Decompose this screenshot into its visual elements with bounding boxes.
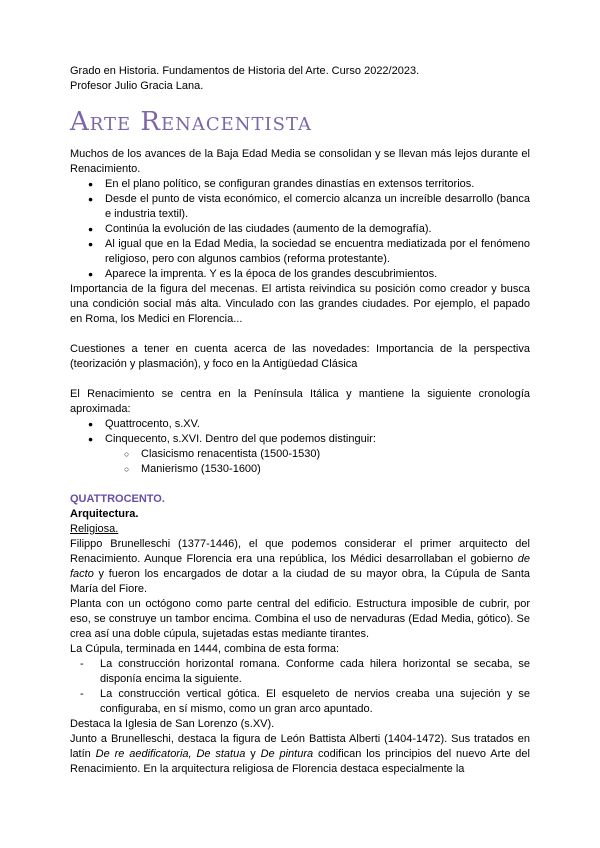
bullet-icon: ●: [88, 434, 94, 444]
blank-line: [70, 327, 530, 342]
section-heading-quattrocento: QUATTROCENTO.: [70, 493, 165, 505]
paragraph-planta: Planta con un octógono como parte central del edificio. Estructura imposible de cubrir, por eso, se construye un tambor encima. Combina el uso de nervaduras (Edad Media, gótico). Se crea así una doble cúpula, sujetadas estas mediante tirantes.: [70, 598, 530, 640]
bullet-icon: ●: [88, 224, 94, 234]
list-item: [88, 267, 530, 282]
dash-list-item: [80, 657, 530, 687]
paragraph-brunelleschi: [70, 537, 530, 597]
list-item: [88, 432, 530, 447]
list-item-text: Cinquecento, s.XVI. Dentro del que podemos distinguir:: [105, 433, 376, 445]
paragraph-alberti: [70, 732, 530, 777]
paragraph-cupula-intro: La Cúpula, terminada en 1444, combina de esta forma:: [70, 643, 340, 655]
italic-text-segment: De re aedificatoria, De statua: [95, 748, 246, 760]
cronologia-list: [70, 417, 530, 477]
list-item: [88, 177, 530, 192]
list-item-text: Aparece la imprenta. Y es la época de los grandes descubrimientos.: [105, 268, 438, 280]
text-segment: y: [245, 748, 261, 760]
blank-line: [70, 372, 530, 387]
text-segment: codifican los principios del nuevo Arte del Renacimiento. En la arquitectura religiosa de Florencia destaca especialmente la: [70, 748, 530, 775]
dash-icon: -: [80, 688, 84, 700]
italic-text-segment: De pintura: [260, 748, 314, 760]
list-item-text: Quattrocento, s.XV.: [105, 418, 200, 430]
text-segment: Filippo Brunelleschi (1377-1446), el que podemos considerar el primer arquitecto del Renacimiento. Aunque Florencia era una república, los Médici desarrollaban el gobierno: [70, 538, 530, 565]
dash-list-item: [80, 687, 530, 717]
bullet-icon: ●: [88, 239, 94, 249]
context-bullet-list: [70, 177, 530, 282]
paragraph-san-lorenzo: Destaca la Iglesia de San Lorenzo (s.XV).: [70, 718, 275, 730]
blank-line: [70, 477, 530, 492]
hollow-bullet-icon: ○: [124, 464, 130, 474]
list-item: [88, 192, 530, 222]
subsection-heading-arquitectura: Arquitectura.: [70, 508, 139, 520]
paragraph-intro: Muchos de los avances de la Baja Edad Media se consolidan y se llevan más lejos durante el Renacimiento.: [70, 148, 530, 175]
bullet-icon: ●: [88, 179, 94, 189]
list-item-text: Continúa la evolución de las ciudades (aumento de la demografía).: [105, 223, 432, 235]
header-line-2: Profesor Julio Gracia Lana.: [70, 80, 204, 92]
paragraph-cronologia-intro: El Renacimiento se centra en la Península Itálica y mantiene la siguiente cronología aproximada:: [70, 388, 530, 415]
text-segment: Junto a Brunelleschi, destaca la figura de León Battista Alberti (1404-1472). Sus tratados en latín: [70, 733, 530, 760]
italic-text-segment: de facto: [70, 553, 530, 580]
list-item: [88, 222, 530, 237]
list-item-text: Desde el punto de vista económico, el comercio alcanza un increíble desarrollo (banca e industria textil).: [105, 193, 530, 220]
text-segment: y fueron los encargados de dotar a la ciudad de su mayor obra, la Cúpula de Santa María del Fiore.: [70, 568, 530, 595]
paragraph-cuestiones: Cuestiones a tener en cuenta acerca de las novedades: Importancia de la perspectiva (teorización y plasmación), y foco en la Antigüedad Clásica: [70, 343, 530, 370]
header-line-1: Grado en Historia. Fundamentos de Historia del Arte. Curso 2022/2023.: [70, 65, 420, 77]
cupula-dash-list: [70, 657, 530, 717]
list-item-text: La construcción vertical gótica. El esqueleto de nervios creaba una sujeción y se configuraba, en sí mismo, como un gran arco apuntado.: [100, 688, 530, 715]
bullet-icon: ●: [88, 419, 94, 429]
subsection-heading-religiosa: Religiosa.: [70, 523, 119, 535]
list-item-text: En el plano político, se configuran grandes dinastías en extensos territorios.: [105, 178, 475, 190]
list-item-text: Clasicismo renacentista (1500-1530): [141, 448, 321, 460]
doc-title: Arte Renacentista: [70, 107, 313, 137]
bullet-icon: ●: [88, 194, 94, 204]
paragraph-mecenas: Importancia de la figura del mecenas. El artista reivindica su posición como creador y busca una condición social más alta. Vinculado con las grandes ciudades. Por ejemplo, el papado en Roma, los Medici en Florencia...: [70, 283, 530, 325]
dash-icon: -: [80, 658, 84, 670]
hollow-bullet-icon: ○: [124, 449, 130, 459]
list-item: [88, 417, 530, 432]
list-item-text: La construcción horizontal romana. Conforme cada hilera horizontal se secaba, se disponía encima la siguiente.: [100, 658, 530, 685]
list-item: [88, 237, 530, 267]
sub-list-item: [124, 447, 530, 462]
list-item-text: Al igual que en la Edad Media, la sociedad se encuentra mediatizada por el fenómeno religioso, pero con algunos cambios (reforma protestante).: [105, 238, 530, 265]
bullet-icon: ●: [88, 269, 94, 279]
list-item-text: Manierismo (1530-1600): [141, 463, 261, 475]
sub-list-item: [124, 462, 530, 477]
